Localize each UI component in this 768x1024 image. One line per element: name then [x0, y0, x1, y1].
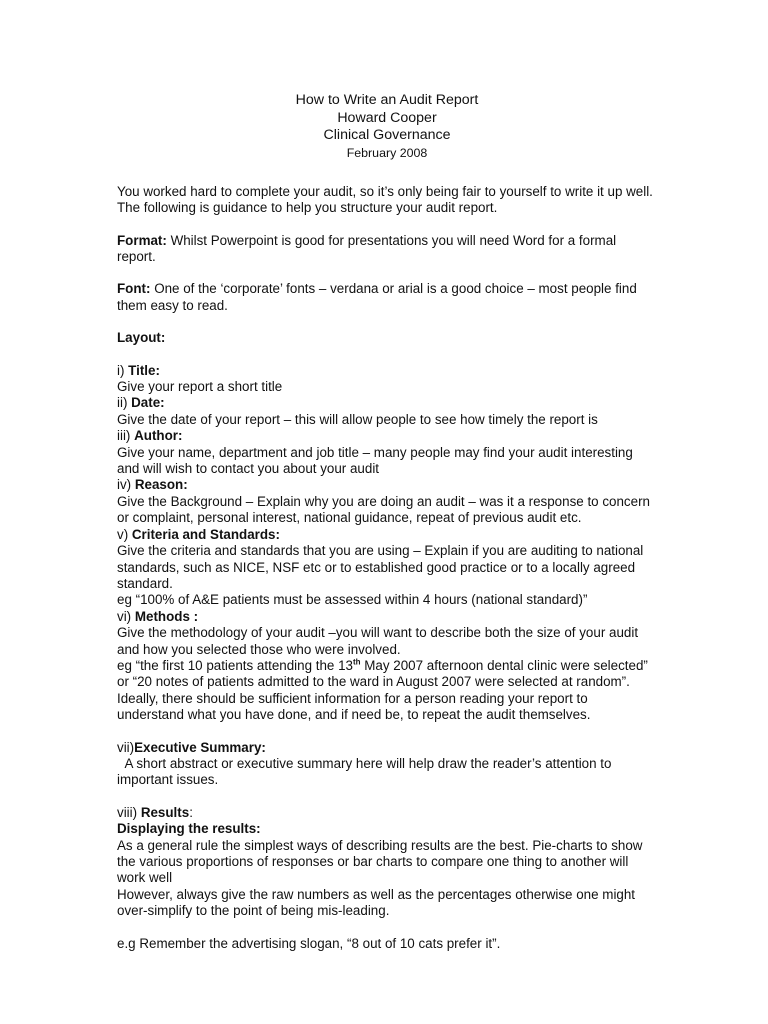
document-page	[117, 92, 657, 952]
results-colon: :	[189, 804, 193, 820]
section-reason-body: Give the Background – Explain why you are doing an audit – was it a response to concern or complaint, personal interest, national guidance, repeat of previous audit etc.	[117, 493, 650, 526]
section-results-body-2: However, always give the raw numbers as well as the percentages otherwise one might over-simplify to the point of being mis-leading.	[117, 886, 636, 919]
section-author-body: Give your name, department and job title – many people may find your audit interesting and will wish to contact you about your audit	[117, 444, 633, 477]
section-date-heading	[117, 395, 657, 411]
format-paragraph	[117, 233, 657, 266]
section-label: Results	[140, 804, 190, 820]
section-summary-body: A short abstract or executive summary here will help draw the reader’s attention to important issues.	[117, 755, 616, 788]
section-criteria-example: eg “100% of A&E patients must be assessed within 4 hours (national standard)”	[117, 592, 588, 608]
section-number: i)	[117, 362, 129, 378]
document-author: Howard Cooper	[337, 109, 437, 126]
section-results-body: As a general rule the simplest ways of describing results are the best. Pie-charts to show the various proportions of responses or bar charts to compare one thing to another will work well	[117, 837, 643, 886]
document-title: How to Write an Audit Report	[295, 92, 479, 108]
section-date-body: Give the date of your report – this will allow people to see how timely the report is	[117, 411, 598, 427]
section-label: Author:	[134, 428, 183, 444]
section-methods-body: Give the methodology of your audit –you will want to describe both the size of your audit and how you selected those who were involved.	[117, 625, 639, 657]
section-methods-note: Ideally, there should be sufficient information for a person reading your report to understand what you have done, and if need be, to repeat the audit themselves.	[117, 690, 591, 723]
section-criteria-body: Give the criteria and standards that you are using – Explain if you are auditing to national standards, such as NICE, NSF etc or to established good practice or to a locally agreed standard.	[117, 543, 644, 591]
section-label: Date:	[131, 395, 165, 411]
format-text: Whilst Powerpoint is good for presentations you will need Word for a formal report.	[117, 232, 617, 264]
results-subheading	[117, 821, 657, 837]
ordinal-suffix: th	[352, 657, 361, 667]
section-number: vii)	[117, 739, 135, 755]
section-results-example: e.g Remember the advertising slogan, “8 out of 10 cats prefer it”.	[117, 935, 501, 951]
section-reason-heading	[117, 477, 657, 493]
section-label: Criteria and Standards:	[131, 526, 280, 542]
layout-heading-label: Layout:	[117, 330, 166, 346]
section-number: v)	[117, 526, 132, 542]
section-number: iv)	[117, 477, 135, 493]
section-label: Methods :	[134, 608, 199, 624]
section-number: viii)	[117, 804, 141, 820]
layout-heading	[117, 330, 657, 346]
results-subheading-label: Displaying the results:	[117, 821, 261, 837]
section-label: Title:	[128, 362, 160, 378]
section-number: vi)	[117, 608, 135, 624]
intro-paragraph: You worked hard to complete your audit, so it’s only being fair to yourself to write it up well. The following is guidance to help you structure your audit report.	[117, 183, 653, 216]
font-label: Font:	[117, 281, 151, 297]
section-label: Executive Summary:	[134, 739, 266, 755]
methods-example-part-b: May 2007 afternoon dental clinic were selected” or “20 notes of patients admitted to the ward in August 2007 were selected at random”.	[117, 657, 648, 690]
document-header	[117, 92, 657, 161]
section-number: ii)	[117, 395, 132, 411]
section-methods-heading	[117, 609, 657, 625]
font-text: One of the ‘corporate’ fonts – verdana or arial is a good choice – most people find them easy to read.	[117, 281, 637, 313]
section-author-heading	[117, 428, 657, 444]
font-paragraph	[117, 281, 657, 314]
methods-example-part-a: eg “the first 10 patients attending the 13	[117, 657, 353, 673]
section-summary-heading	[117, 740, 657, 756]
section-label: Reason:	[134, 477, 188, 493]
section-criteria-heading	[117, 527, 657, 543]
section-results-heading	[117, 805, 657, 821]
section-title-body: Give your report a short title	[117, 379, 283, 395]
section-number: iii)	[117, 428, 135, 444]
document-date: February 2008	[346, 145, 428, 160]
format-label: Format:	[117, 232, 167, 248]
section-title-heading	[117, 363, 657, 379]
section-methods-example	[117, 658, 657, 691]
document-department: Clinical Governance	[323, 127, 451, 144]
